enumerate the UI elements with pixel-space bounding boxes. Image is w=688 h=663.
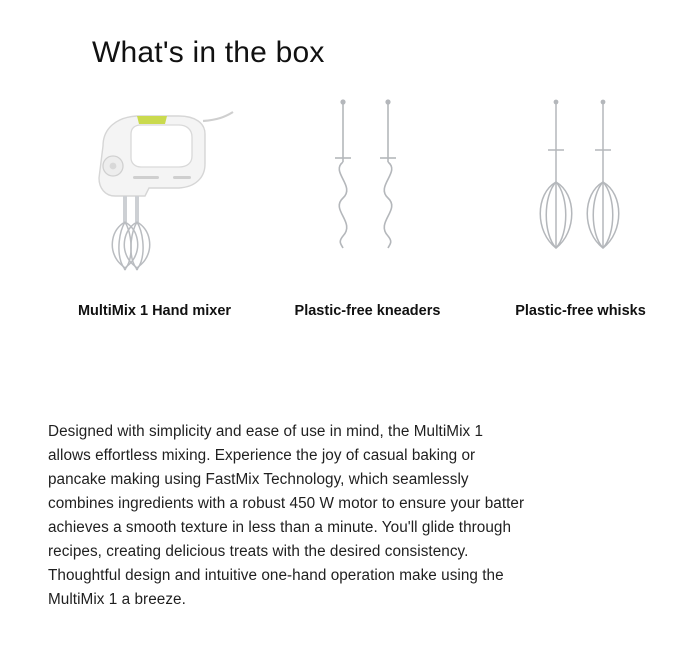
list-item-label: MultiMix 1 Hand mixer bbox=[77, 303, 232, 319]
box-contents-list bbox=[48, 90, 688, 319]
list-item-label: Plastic-free kneaders bbox=[294, 303, 441, 319]
page-title: What's in the box bbox=[92, 36, 325, 70]
hand-mixer-icon bbox=[75, 90, 235, 285]
hand-mixer-illustration-wrap bbox=[48, 90, 261, 285]
kneaders-illustration-wrap bbox=[261, 90, 474, 285]
list-item-whisks bbox=[474, 90, 687, 319]
list-item-label: Plastic-free whisks bbox=[515, 303, 646, 319]
product-description: Designed with simplicity and ease of use in mind, the MultiMix 1 allows effortless mixing. Experience the joy of casual baking or pancake making using FastMix Technology, which seamlessly combines ingredients with a robust 450 W motor to ensure your batter achieves a smooth texture in less than a minute. You'll glide through recipes, creating delicious treats with the desired consistency. Thoughtful design and intuitive one-hand operation make using the MultiMix 1 a breeze. bbox=[48, 423, 525, 609]
kneaders-icon bbox=[308, 90, 428, 285]
whisks-icon bbox=[521, 90, 641, 285]
list-item-hand-mixer bbox=[48, 90, 261, 319]
list-item-kneaders bbox=[261, 90, 474, 319]
whisks-illustration-wrap bbox=[474, 90, 687, 285]
